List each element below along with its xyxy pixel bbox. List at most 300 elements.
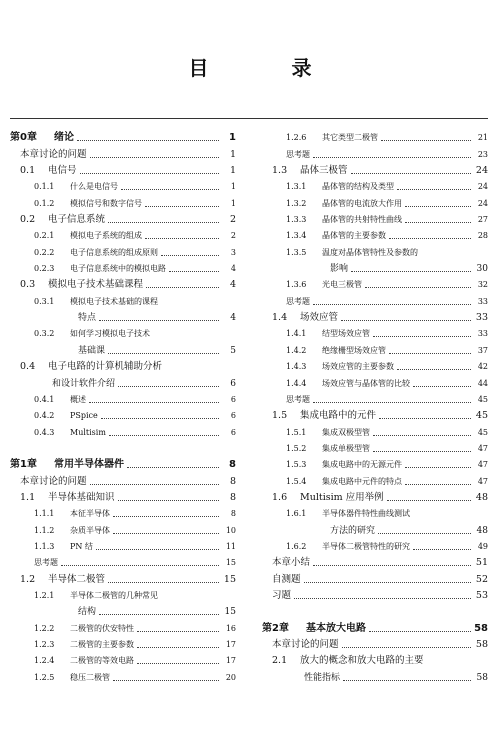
toc-entry-title: 模拟信号和数字信号 [70, 198, 142, 208]
toc-entry-page: 47 [477, 460, 488, 470]
toc-entry-title: 基本放大电路 [306, 622, 366, 634]
dot-leader [379, 418, 471, 419]
dot-leader [381, 140, 471, 141]
toc-entry-number: 1.2.1 [34, 590, 55, 600]
toc-entry-page: 47 [477, 443, 488, 453]
toc-entry-number: 1.2.2 [34, 623, 55, 633]
toc-entry-title: 集成双极型管 [322, 427, 370, 437]
toc-entry-title: 基础课 [78, 345, 106, 356]
toc-entry[interactable] [10, 520, 236, 536]
toc-entry-number: 0.2 [20, 214, 36, 226]
toc-entry[interactable] [262, 357, 488, 373]
toc-entry-page: 45 [477, 394, 488, 404]
dot-leader [80, 173, 219, 174]
toc-entry[interactable] [262, 177, 488, 193]
toc-entry-number: 1.4 [272, 312, 288, 324]
dot-leader [389, 238, 471, 239]
toc-entry[interactable] [10, 635, 236, 651]
dot-leader [145, 238, 219, 239]
toc-entry-page: 6 [230, 394, 236, 404]
toc-entry-page: 45 [477, 427, 488, 437]
toc-entry[interactable] [262, 242, 488, 258]
toc-entry-title: 稳压二极管 [70, 672, 110, 682]
toc-entry-number: 0.4 [20, 361, 36, 373]
toc-entry[interactable] [262, 406, 488, 422]
toc-entry[interactable] [262, 439, 488, 455]
toc-entry-title: 电子信息系统的组成原则 [70, 247, 158, 257]
toc-entry[interactable] [10, 586, 236, 602]
title-divider [10, 118, 488, 119]
dot-leader [96, 549, 219, 550]
toc-entry-title: 杂质半导体 [70, 525, 110, 535]
toc-entry[interactable] [10, 324, 236, 340]
toc-entry-page: 5 [230, 345, 236, 356]
toc-entry-number: 1.5.2 [286, 443, 307, 453]
toc-entry[interactable] [10, 537, 236, 553]
toc-entry-page: 6 [230, 411, 236, 421]
toc-entry-title: 放大的概念和放大电路的主要 [300, 655, 424, 667]
dot-leader [405, 222, 471, 223]
toc-entry-number: 0.4.1 [34, 394, 55, 404]
toc-entry-page: 47 [477, 476, 488, 486]
dot-leader [113, 516, 219, 517]
toc-entry-page: 15 [224, 607, 236, 618]
dot-leader [343, 680, 471, 681]
toc-entry[interactable] [10, 161, 236, 177]
toc-entry[interactable] [10, 488, 236, 504]
toc-entry-number: 1.3.2 [286, 198, 307, 208]
toc-entry-number: 1.5 [272, 410, 288, 422]
toc-entry[interactable] [10, 128, 236, 144]
dot-leader [169, 271, 219, 272]
toc-entry-number: 1.6.2 [286, 541, 307, 551]
toc-right-column [262, 128, 488, 684]
toc-entry-page: 24 [475, 165, 488, 177]
toc-entry-page: 37 [477, 345, 488, 355]
toc-entry-number: 1.5.4 [286, 476, 307, 486]
toc-entry-page: 1 [229, 165, 236, 177]
toc-entry-title: 半导体二极管 [48, 573, 106, 585]
toc-entry-number: 1.6 [272, 491, 288, 503]
toc-entry-page: 49 [477, 541, 488, 551]
toc-entry-title: 场效应管与晶体管的比较 [322, 378, 410, 388]
toc-spacer [10, 439, 236, 455]
toc-entry-number: 0.2.2 [34, 247, 55, 257]
toc-entry[interactable] [262, 275, 488, 291]
toc-entry-number: 0.1.1 [34, 182, 55, 192]
toc-entry-page: 4 [230, 313, 236, 324]
toc-entry-page: 15 [225, 558, 236, 568]
toc-entry-page: 20 [225, 672, 236, 682]
toc-entry-title: 晶体管的电流放大作用 [322, 198, 402, 208]
dot-leader [113, 680, 219, 681]
toc-entry[interactable] [10, 422, 236, 438]
dot-leader [127, 467, 219, 468]
toc-entry[interactable] [10, 390, 236, 406]
toc-entry[interactable] [262, 537, 488, 553]
toc-entry-title: 半导体基础知识 [48, 491, 115, 503]
toc-entry-title: 场效应管的主要参数 [322, 362, 394, 372]
toc-entry-title: 电子信息系统中的模拟电路 [70, 264, 166, 274]
dot-leader [387, 500, 471, 501]
dot-leader [99, 320, 219, 321]
toc-entry-page: 2 [230, 231, 236, 241]
toc-entry-page: 44 [477, 378, 488, 388]
toc-entry-title: PSpice [70, 411, 98, 421]
toc-entry[interactable] [262, 504, 488, 520]
dot-leader [101, 418, 219, 419]
toc-entry-number: 0.3 [20, 279, 36, 291]
toc-entry-number: 1.5.1 [286, 427, 307, 437]
dot-leader [161, 255, 219, 256]
dot-leader [99, 614, 219, 615]
toc-entry[interactable] [262, 373, 488, 389]
toc-entry[interactable] [10, 193, 236, 209]
toc-entry-number: 1.2.6 [286, 133, 307, 143]
toc-entry-page: 33 [477, 296, 488, 306]
toc-entry-title: 思考题 [286, 149, 310, 159]
toc-entry-number: 第1章 [10, 459, 37, 471]
toc-entry[interactable] [262, 161, 488, 177]
toc-entry-page: 8 [229, 459, 236, 471]
toc-entry-title: 思考题 [34, 558, 58, 568]
toc-entry-page: 1 [230, 182, 236, 192]
toc-entry-title: 晶体管的主要参数 [322, 231, 386, 241]
toc-entry-number: 1.6.1 [286, 509, 307, 519]
toc-entry-title: 晶体管的共射特性曲线 [322, 215, 402, 225]
toc-entry-page: 16 [225, 623, 236, 633]
toc-entry[interactable] [262, 291, 488, 307]
dot-leader [313, 565, 471, 566]
page-title: 目 录 [188, 56, 350, 80]
toc-entry[interactable] [10, 602, 236, 618]
toc-entry-number: 1.2 [20, 573, 36, 585]
toc-entry[interactable] [10, 553, 236, 569]
toc-entry-title: 其它类型二极管 [322, 133, 378, 143]
toc-entry-page: 2 [229, 214, 236, 226]
dot-leader [90, 157, 219, 158]
toc-entry-title: 思考题 [286, 296, 310, 306]
toc-entry-number: 0.4.3 [34, 427, 55, 437]
toc-entry[interactable] [262, 128, 488, 144]
toc-entry[interactable] [10, 177, 236, 193]
toc-entry[interactable] [10, 651, 236, 667]
toc-entry[interactable] [10, 226, 236, 242]
dot-leader [108, 353, 219, 354]
toc-entry-page: 24 [477, 198, 488, 208]
toc-entry[interactable] [10, 308, 236, 324]
toc-entry-page: 28 [477, 231, 488, 241]
toc-entry-page: 1 [229, 148, 236, 160]
toc-entry-number: 1.2.3 [34, 640, 55, 649]
toc-entry-title: 半导体二极管的几种常见 [70, 590, 158, 600]
toc-entry[interactable] [10, 340, 236, 356]
toc-entry-page: 30 [476, 264, 488, 275]
toc-entry[interactable] [262, 651, 488, 667]
toc-entry[interactable] [262, 553, 488, 569]
dot-leader [397, 369, 471, 370]
toc-entry-title: 光电三极管 [322, 280, 362, 290]
toc-entry[interactable] [262, 390, 488, 406]
dot-leader [109, 435, 219, 436]
toc-entry[interactable] [10, 373, 236, 389]
toc-entry-page: 58 [474, 622, 488, 634]
toc-entry-number: 第2章 [262, 622, 289, 634]
toc-entry-title: 自测题 [272, 573, 301, 585]
toc-entry[interactable] [10, 406, 236, 422]
dot-leader [405, 467, 471, 468]
toc-entry[interactable] [10, 275, 236, 291]
dot-leader [77, 140, 219, 141]
toc-entry-page: 21 [477, 133, 488, 143]
toc-entry-number: 1.1 [20, 491, 36, 503]
toc-entry-title: 模拟电子系统的组成 [70, 231, 142, 241]
dot-leader [405, 484, 471, 485]
toc-entry-title: 结构 [78, 607, 97, 618]
toc-entry-title: 什么是电信号 [70, 182, 118, 192]
dot-leader [313, 157, 471, 158]
dot-leader [373, 451, 471, 452]
dot-leader [137, 647, 219, 648]
dot-leader [61, 565, 219, 566]
dot-leader [118, 386, 219, 387]
toc-entry-title: 半导体二极管特性的研究 [322, 541, 410, 551]
toc-entry-title: 影响 [330, 264, 349, 275]
toc-entry[interactable] [10, 667, 236, 683]
toc-entry-title: 模拟电子技术基础的课程 [70, 296, 158, 306]
toc-entry-page: 15 [223, 573, 236, 585]
toc-entry[interactable] [10, 504, 236, 520]
toc-entry[interactable] [10, 471, 236, 487]
dot-leader [365, 287, 471, 288]
toc-entry-title: 二极管的等效电路 [70, 656, 134, 666]
toc-entry-title: 二极管的主要参数 [70, 640, 134, 649]
toc-entry[interactable] [10, 569, 236, 585]
toc-entry-title: 电子电路的计算机辅助分析 [48, 361, 163, 373]
toc-entry-page: 11 [225, 541, 236, 551]
toc-entry-page: 33 [477, 329, 488, 339]
toc-entry[interactable] [262, 422, 488, 438]
dot-leader [89, 402, 219, 403]
dot-leader [304, 582, 471, 583]
toc-entry-number: 0.1 [20, 165, 36, 177]
toc-entry-number: 1.2.5 [34, 672, 55, 682]
toc-entry[interactable] [262, 488, 488, 504]
toc-entry-page: 42 [477, 362, 488, 372]
toc-entry-page: 52 [475, 573, 488, 585]
dot-leader [397, 189, 471, 190]
toc-entry-title: 如何学习模拟电子技术 [70, 329, 150, 339]
dot-leader [351, 173, 471, 174]
dot-leader [351, 271, 471, 272]
toc-entry-page: 53 [475, 589, 488, 601]
toc-entry-title: 习题 [272, 589, 292, 601]
toc-entry-page: 24 [477, 182, 488, 192]
dot-leader [294, 598, 471, 599]
dot-leader [90, 484, 219, 485]
toc-entry-title: 方法的研究 [330, 525, 376, 536]
toc-entry-title: Multisim [70, 427, 106, 437]
toc-entry-number: 第0章 [10, 132, 37, 144]
toc-entry[interactable] [10, 210, 236, 226]
toc-entry-title: 特点 [78, 313, 97, 324]
toc-entry-number: 1.1.3 [34, 541, 55, 551]
toc-entry-title: 集成电路中的无源元件 [322, 460, 402, 470]
dot-leader [118, 500, 219, 501]
dot-leader [378, 533, 471, 534]
toc-entry-title: 集成电路中元件的特点 [322, 476, 402, 486]
toc-entry-page: 58 [476, 672, 488, 683]
toc-entry-title: 晶体管的结构及类型 [322, 182, 394, 192]
dot-leader [146, 287, 219, 288]
toc-entry-title: 常用半导体器件 [54, 459, 124, 471]
toc-entry[interactable] [262, 144, 488, 160]
toc-entry[interactable] [262, 520, 488, 536]
toc-entry-page: 32 [477, 280, 488, 290]
toc-spacer [262, 602, 488, 618]
toc-entry-title: 本章讨论的问题 [20, 475, 87, 487]
dot-leader [113, 533, 219, 534]
toc-entry-number: 1.3.6 [286, 280, 307, 290]
toc-entry-title: 性能指标 [304, 672, 341, 683]
toc-entry-page: 17 [225, 640, 236, 649]
dot-leader [121, 189, 219, 190]
toc-entry-number: 1.3.5 [286, 247, 307, 257]
dot-leader [369, 631, 471, 632]
toc-entry[interactable] [262, 193, 488, 209]
dot-leader [373, 435, 471, 436]
toc-entry-page: 8 [229, 491, 236, 503]
dot-leader [313, 402, 471, 403]
toc-entry-page: 8 [230, 509, 236, 519]
toc-entry-number: 1.4.4 [286, 378, 307, 388]
dot-leader [413, 549, 471, 550]
dot-leader [137, 631, 219, 632]
toc-entry-number: 1.2.4 [34, 656, 55, 666]
toc-entry-page: 10 [225, 525, 236, 535]
toc-entry[interactable] [10, 357, 236, 373]
toc-entry-title: 概述 [70, 394, 86, 404]
toc-entry-title: 本章讨论的问题 [20, 148, 87, 160]
toc-entry-title: 本征半导体 [70, 509, 110, 519]
toc-entry-title: 集成单极型管 [322, 443, 370, 453]
toc-entry-page: 48 [475, 491, 488, 503]
toc-entry[interactable] [262, 259, 488, 275]
dot-leader [313, 304, 471, 305]
toc-entry-number: 1.1.2 [34, 525, 55, 535]
toc-entry-title: 电子信息系统 [48, 214, 106, 226]
dot-leader [389, 353, 471, 354]
toc-entry-page: 8 [229, 475, 236, 487]
toc-entry-title: 和设计软件介绍 [52, 378, 116, 389]
toc-entry-page: 33 [475, 312, 488, 324]
toc-entry[interactable] [262, 340, 488, 356]
toc-entry-title: 思考题 [286, 394, 310, 404]
toc-entry-page: 48 [476, 525, 488, 536]
toc-entry[interactable] [262, 210, 488, 226]
toc-entry[interactable] [262, 471, 488, 487]
toc-entry-title: 本章小结 [272, 557, 311, 569]
dot-leader [145, 206, 219, 207]
dot-leader [342, 647, 471, 648]
dot-leader [108, 222, 219, 223]
toc-entry-page: 4 [230, 264, 236, 274]
toc-entry[interactable] [262, 455, 488, 471]
toc-entry-title: 模拟电子技术基础课程 [48, 279, 144, 291]
dot-leader [413, 386, 471, 387]
toc-entry-title: 场效应管 [300, 312, 339, 324]
toc-entry[interactable] [10, 242, 236, 258]
toc-entry-number: 1.3.3 [286, 215, 307, 225]
toc-left-column [10, 128, 236, 684]
toc-entry-number: 2.1 [272, 655, 288, 667]
toc-entry-title: PN 结 [70, 541, 93, 551]
toc-entry-page: 1 [229, 132, 236, 144]
toc-entry-number: 0.3.2 [34, 329, 55, 339]
toc-entry-page: 6 [230, 427, 236, 437]
toc-entry-number: 1.4.1 [286, 329, 307, 339]
toc-entry-number: 0.3.1 [34, 296, 55, 306]
toc-entry-title: 绝缘栅型场效应管 [322, 345, 386, 355]
toc-entry-number: 1.4.3 [286, 362, 307, 372]
toc-entry-title: 二极管的伏安特性 [70, 623, 134, 633]
toc-entry[interactable] [262, 586, 488, 602]
toc-entry-title: 温度对晶体管特性及参数的 [322, 247, 418, 257]
toc-entry-title: 集成电路中的元件 [300, 410, 377, 422]
toc-entry-title: 电信号 [48, 165, 77, 177]
toc-entry-page: 58 [475, 639, 488, 650]
toc-entry-number: 1.3.1 [286, 182, 307, 192]
dot-leader [373, 336, 471, 337]
toc-entry[interactable] [10, 259, 236, 275]
dot-leader [405, 206, 471, 207]
toc-entry[interactable] [262, 324, 488, 340]
toc-entry-number: 0.2.1 [34, 231, 55, 241]
toc-entry[interactable] [10, 144, 236, 160]
toc-entry-page: 6 [230, 378, 236, 389]
toc-entry-page: 4 [229, 279, 236, 291]
toc-entry[interactable] [10, 291, 236, 307]
toc-entry[interactable] [262, 569, 488, 585]
toc-entry[interactable] [262, 667, 488, 683]
toc-entry-page: 3 [230, 247, 236, 257]
toc-entry[interactable] [262, 226, 488, 242]
toc-entry-page: 27 [477, 215, 488, 225]
toc-entry[interactable] [10, 618, 236, 634]
toc-entry[interactable] [262, 618, 488, 634]
toc-entry-number: 0.4.2 [34, 411, 55, 421]
toc-entry[interactable] [262, 635, 488, 651]
toc-entry-number: 0.2.3 [34, 264, 55, 274]
dot-leader [341, 320, 471, 321]
toc-entry[interactable] [10, 455, 236, 471]
toc-entry-number: 1.1.1 [34, 509, 55, 519]
toc-entry-title: 绪论 [54, 132, 74, 144]
toc-entry-number: 0.1.2 [34, 198, 55, 208]
toc-entry-number: 1.5.3 [286, 460, 307, 470]
toc-entry-title: Multisim 应用举例 [300, 491, 384, 503]
toc-entry-title: 结型场效应管 [322, 329, 370, 339]
toc-entry-number: 1.3.4 [286, 231, 307, 241]
dot-leader [108, 582, 219, 583]
toc-entry-title: 半导体器件特性曲线测试 [322, 509, 410, 519]
toc-entry-title: 本章讨论的问题 [272, 639, 339, 650]
toc-entry-page: 1 [230, 198, 236, 208]
toc-entry-title: 晶体三极管 [300, 165, 348, 177]
toc-entry[interactable] [262, 308, 488, 324]
toc-entry-page: 17 [225, 656, 236, 666]
toc-entry-number: 1.3 [272, 165, 288, 177]
